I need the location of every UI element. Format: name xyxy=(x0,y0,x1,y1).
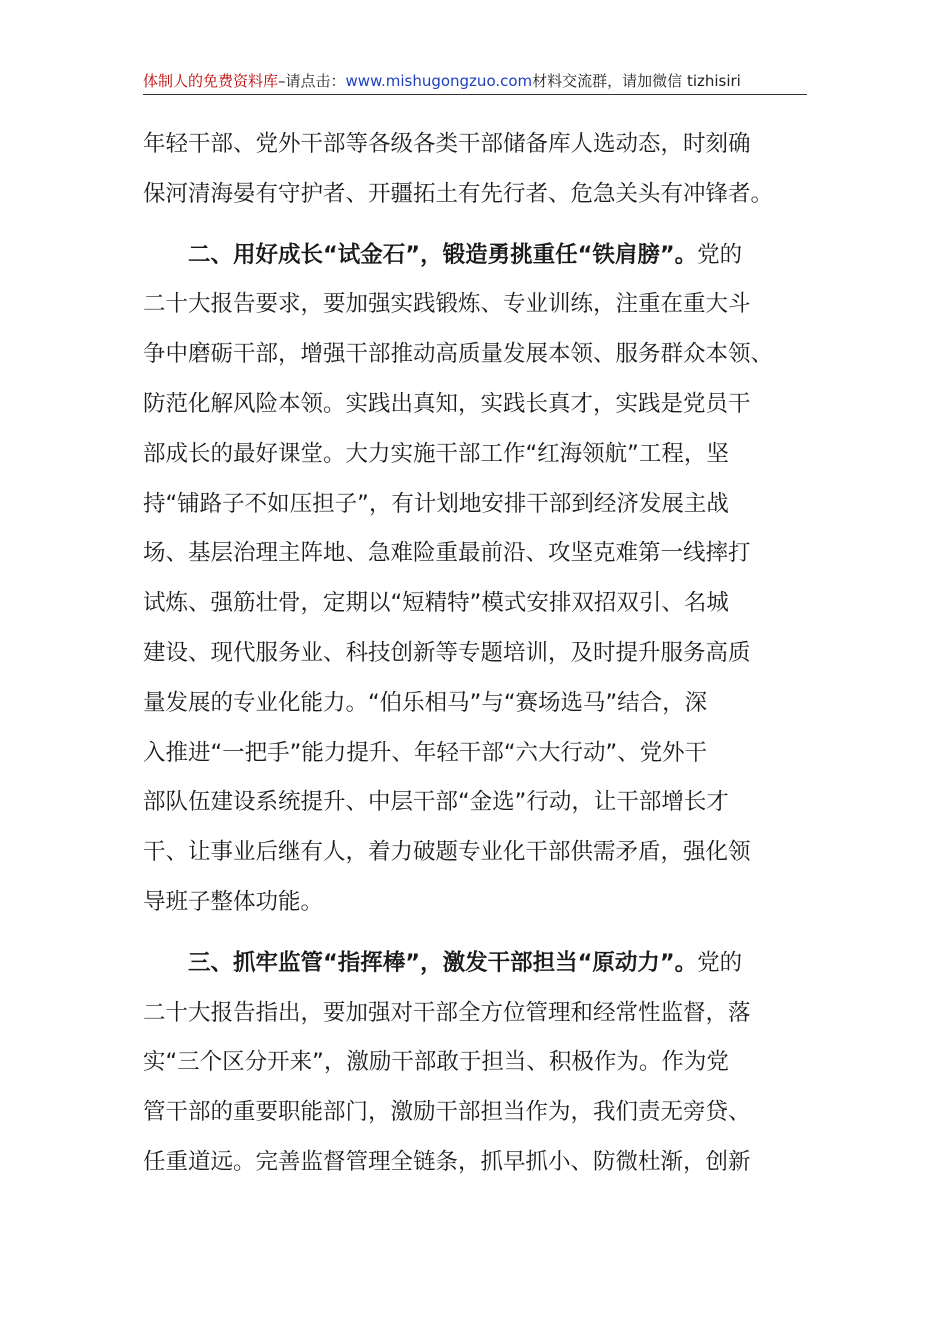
text-line: 建设、现代服务业、科技创新等专题培训，及时提升服务高质 xyxy=(143,639,751,666)
header-brand: 体制人的免费资料库 xyxy=(143,72,279,90)
page-header xyxy=(143,68,807,95)
document-body xyxy=(143,120,807,1188)
text-line: 导班子整体功能。 xyxy=(143,888,324,915)
section-heading-line xyxy=(143,939,807,989)
text-line: 防范化解风险本领。实践出真知，实践长真才，实践是党员干 xyxy=(143,390,751,417)
paragraph-1 xyxy=(143,120,807,220)
header-separator: –请点击： xyxy=(278,72,346,90)
text-line: 保河清海晏有守护者、开疆拓土有先行者、危急关头有冲锋者。 xyxy=(143,180,774,207)
text-line: 任重道远。完善监督管理全链条，抓早抓小、防微杜渐，创新 xyxy=(143,1148,751,1175)
text-line: 实“三个区分开来”，激励干部敢于担当、积极作为。作为党 xyxy=(143,1049,729,1076)
section-heading-line xyxy=(143,231,807,281)
paragraph-3 xyxy=(143,939,807,1188)
section-heading-3: 三、抓牢监管“指挥棒”，激发干部担当“原动力”。 xyxy=(188,949,698,976)
text-line: 争中磨砺干部，增强干部推动高质量发展本领、服务群众本领、 xyxy=(143,341,774,368)
text-line: 入推进“一把手”能力提升、年轻干部“六大行动”、党外干 xyxy=(143,739,708,766)
text-line: 试炼、强筋壮骨，定期以“短精特”模式安排双招双引、名城 xyxy=(143,590,729,617)
text-line: 持“铺路子不如压担子”，有计划地安排干部到经济发展主战 xyxy=(143,490,729,517)
paragraph-2 xyxy=(143,231,807,928)
header-website-link[interactable]: www.mishugongzuo.com xyxy=(345,72,533,90)
text-line: 干、让事业后继有人，着力破题专业化干部供需矛盾，强化领 xyxy=(143,839,751,866)
section-heading-2: 二、用好成长“试金石”，锻造勇挑重任“铁肩膀”。 xyxy=(188,241,698,268)
text-line: 管干部的重要职能部门，激励干部担当作为，我们责无旁贷、 xyxy=(143,1099,751,1126)
text-line: 二十大报告要求，要加强实践锻炼、专业训练，注重在重大斗 xyxy=(143,291,751,318)
heading-line-rest: 党的 xyxy=(697,241,743,268)
text-line: 部队伍建设系统提升、中层干部“金选”行动，让干部增长才 xyxy=(143,789,729,816)
text-line: 部成长的最好课堂。大力实施干部工作“红海领航”工程，坚 xyxy=(143,440,729,467)
text-line: 年轻干部、党外干部等各级各类干部储备库人选动态，时刻确 xyxy=(143,131,751,157)
heading-line-rest: 党的 xyxy=(697,949,743,976)
text-line: 场、基层治理主阵地、急难险重最前沿、攻坚克难第一线摔打 xyxy=(143,540,751,567)
header-wechat-note: 材料交流群，请加微信 tizhisiri xyxy=(532,72,741,90)
text-line: 量发展的专业化能力。“伯乐相马”与“赛场选马”结合，深 xyxy=(143,689,708,716)
text-line: 二十大报告指出，要加强对干部全方位管理和经常性监督，落 xyxy=(143,999,751,1026)
